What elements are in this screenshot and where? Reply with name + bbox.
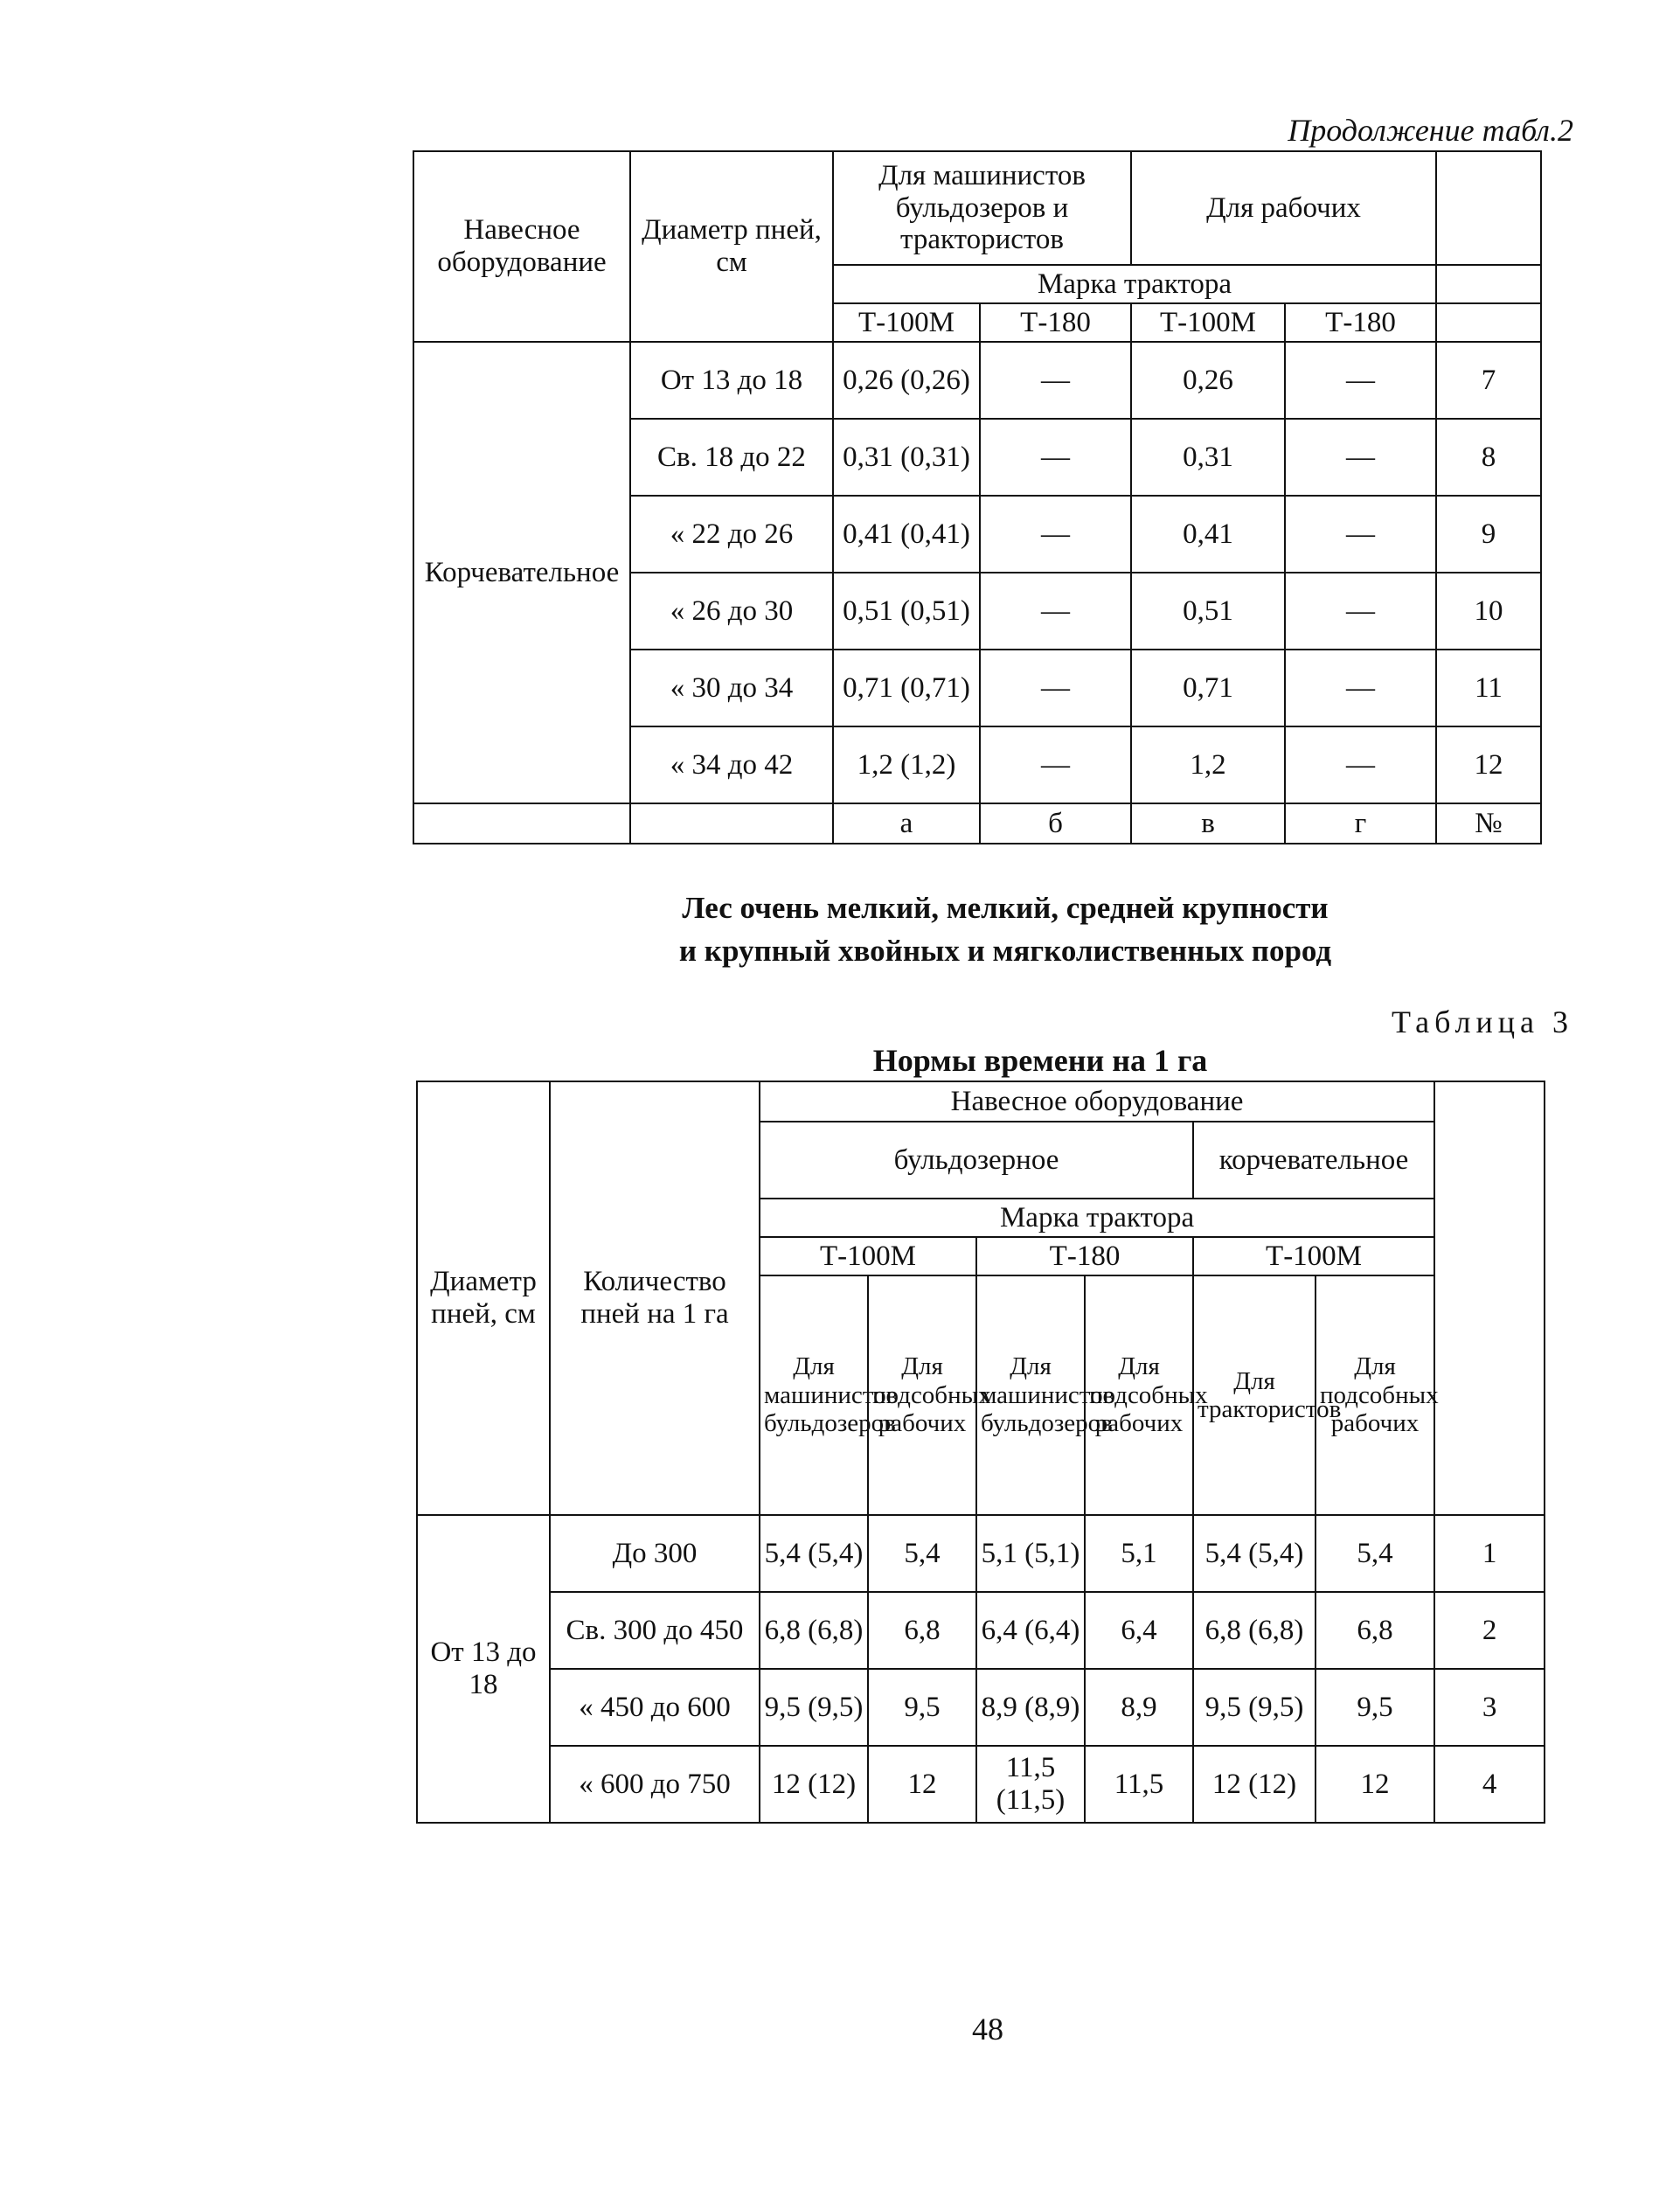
table-caption: Нормы времени на 1 га [872,1043,1208,1078]
footer-letter: б [980,803,1131,844]
section-title-line: и крупный хвойных и мягколиственных пород [678,934,1332,968]
header-count: Количество пней на 1 га [550,1081,760,1515]
row-number: 11 [1436,650,1541,726]
header-empty [1434,1081,1545,1515]
header-brand: Марка трактора [760,1199,1434,1237]
value-cell: 6,8 [868,1592,976,1669]
header-equipment: Навесное оборудование [413,151,630,342]
value-cell: 6,8 (6,8) [1193,1592,1316,1669]
sub-header-tractor-drivers: Для трактористов [1193,1275,1316,1515]
value-cell: 0,41 (0,41) [833,496,980,573]
value-cell: — [980,419,1131,496]
value-cell: — [980,496,1131,573]
value-cell: 5,1 [1085,1515,1193,1592]
footer-row [413,803,1541,844]
count-cell: « 450 до 600 [550,1669,760,1746]
row-number: 8 [1436,419,1541,496]
diameter-cell: « 34 до 42 [630,726,833,803]
value-cell: 9,5 (9,5) [1193,1669,1316,1746]
value-cell: 0,26 [1131,342,1285,419]
row-number: 2 [1434,1592,1545,1669]
diameter-cell: « 26 до 30 [630,573,833,650]
row-number: 7 [1436,342,1541,419]
brand-cell: Т-100М [1131,303,1285,342]
page-number: 48 [972,2012,1003,2047]
value-cell: 0,31 [1131,419,1285,496]
table-row [417,1746,1545,1823]
row-number: 10 [1436,573,1541,650]
sub-header-operators: Для машинистов бульдозеров [976,1275,1085,1515]
table-row [417,1515,1545,1592]
brand-cell: Т-100М [1193,1237,1434,1275]
footer-letter: а [833,803,980,844]
table-row [413,342,1541,419]
value-cell: 6,4 (6,4) [976,1592,1085,1669]
sub-header-aux-workers: Для подсобных рабочих [868,1275,976,1515]
value-cell: 0,26 (0,26) [833,342,980,419]
footer-number-sign: № [1436,803,1541,844]
header-bulldozer: бульдозерное [760,1122,1193,1199]
header-equipment: Навесное оборудование [760,1081,1434,1122]
sub-header-operators: Для машинистов бульдозеров [760,1275,868,1515]
diameter-cell: От 13 до 18 [630,342,833,419]
footer-letter: в [1131,803,1285,844]
table-3 [416,1081,1545,1824]
value-cell: 9,5 (9,5) [760,1669,868,1746]
value-cell: 0,71 [1131,650,1285,726]
value-cell: 6,8 [1316,1592,1434,1669]
value-cell: 9,5 [1316,1669,1434,1746]
value-cell: 1,2 [1131,726,1285,803]
row-number: 1 [1434,1515,1545,1592]
value-cell: 0,51 (0,51) [833,573,980,650]
count-cell: До 300 [550,1515,760,1592]
diameter-cell: « 30 до 34 [630,650,833,726]
footer-empty [630,803,833,844]
value-cell: 0,41 [1131,496,1285,573]
value-cell: 12 (12) [1193,1746,1316,1823]
value-cell: 12 [868,1746,976,1823]
diameter-cell: От 13 до 18 [417,1515,550,1823]
row-number: 9 [1436,496,1541,573]
count-cell: Св. 300 до 450 [550,1592,760,1669]
value-cell: 5,4 (5,4) [760,1515,868,1592]
table-2-continuation [413,150,1542,844]
section-title-line: Лес очень мелкий, мелкий, средней крупности [682,891,1329,925]
row-number: 12 [1436,726,1541,803]
value-cell: — [1285,650,1436,726]
value-cell: 6,4 [1085,1592,1193,1669]
brand-cell: Т-180 [976,1237,1193,1275]
value-cell: — [1285,573,1436,650]
sub-header-aux-workers: Для подсобных рабочих [1316,1275,1434,1515]
value-cell: 11,5 (11,5) [976,1746,1085,1823]
header-diameter: Диаметр пней, см [417,1081,550,1515]
value-cell: 5,4 (5,4) [1193,1515,1316,1592]
header-empty [1436,265,1541,303]
value-cell: 12 (12) [760,1746,868,1823]
table-number: Таблица 3 [1392,1004,1573,1039]
header-brand: Марка трактора [833,265,1436,303]
row-number: 3 [1434,1669,1545,1746]
section-title [612,886,1399,972]
header-empty [1436,151,1541,265]
header-empty [1436,303,1541,342]
value-cell: 8,9 [1085,1669,1193,1746]
value-cell: 5,4 [868,1515,976,1592]
diameter-cell: Св. 18 до 22 [630,419,833,496]
value-cell: 5,4 [1316,1515,1434,1592]
continuation-label: Продолжение табл.2 [1288,113,1573,148]
value-cell: 9,5 [868,1669,976,1746]
value-cell: — [980,650,1131,726]
value-cell: — [980,342,1131,419]
header-operators: Для машинистов бульдозеров и трактористов [833,151,1131,265]
table-row [417,1592,1545,1669]
value-cell: — [1285,419,1436,496]
value-cell: 11,5 [1085,1746,1193,1823]
header-diameter: Диаметр пней, см [630,151,833,342]
value-cell: 0,31 (0,31) [833,419,980,496]
value-cell: 8,9 (8,9) [976,1669,1085,1746]
value-cell: 6,8 (6,8) [760,1592,868,1669]
value-cell: 1,2 (1,2) [833,726,980,803]
value-cell: — [1285,342,1436,419]
footer-letter: г [1285,803,1436,844]
header-workers: Для рабочих [1131,151,1436,265]
header-uprooting: корчевательное [1193,1122,1434,1199]
footer-empty [413,803,630,844]
value-cell: 0,71 (0,71) [833,650,980,726]
brand-cell: Т-100М [833,303,980,342]
row-number: 4 [1434,1746,1545,1823]
count-cell: « 600 до 750 [550,1746,760,1823]
value-cell: — [1285,726,1436,803]
brand-cell: Т-100М [760,1237,976,1275]
table-row [417,1669,1545,1746]
value-cell: 0,51 [1131,573,1285,650]
value-cell: — [980,726,1131,803]
brand-cell: Т-180 [1285,303,1436,342]
value-cell: — [980,573,1131,650]
brand-cell: Т-180 [980,303,1131,342]
sub-header-aux-workers: Для подсобных рабочих [1085,1275,1193,1515]
diameter-cell: « 22 до 26 [630,496,833,573]
value-cell: 12 [1316,1746,1434,1823]
equipment-cell: Корчевательное [413,342,630,803]
value-cell: 5,1 (5,1) [976,1515,1085,1592]
value-cell: — [1285,496,1436,573]
